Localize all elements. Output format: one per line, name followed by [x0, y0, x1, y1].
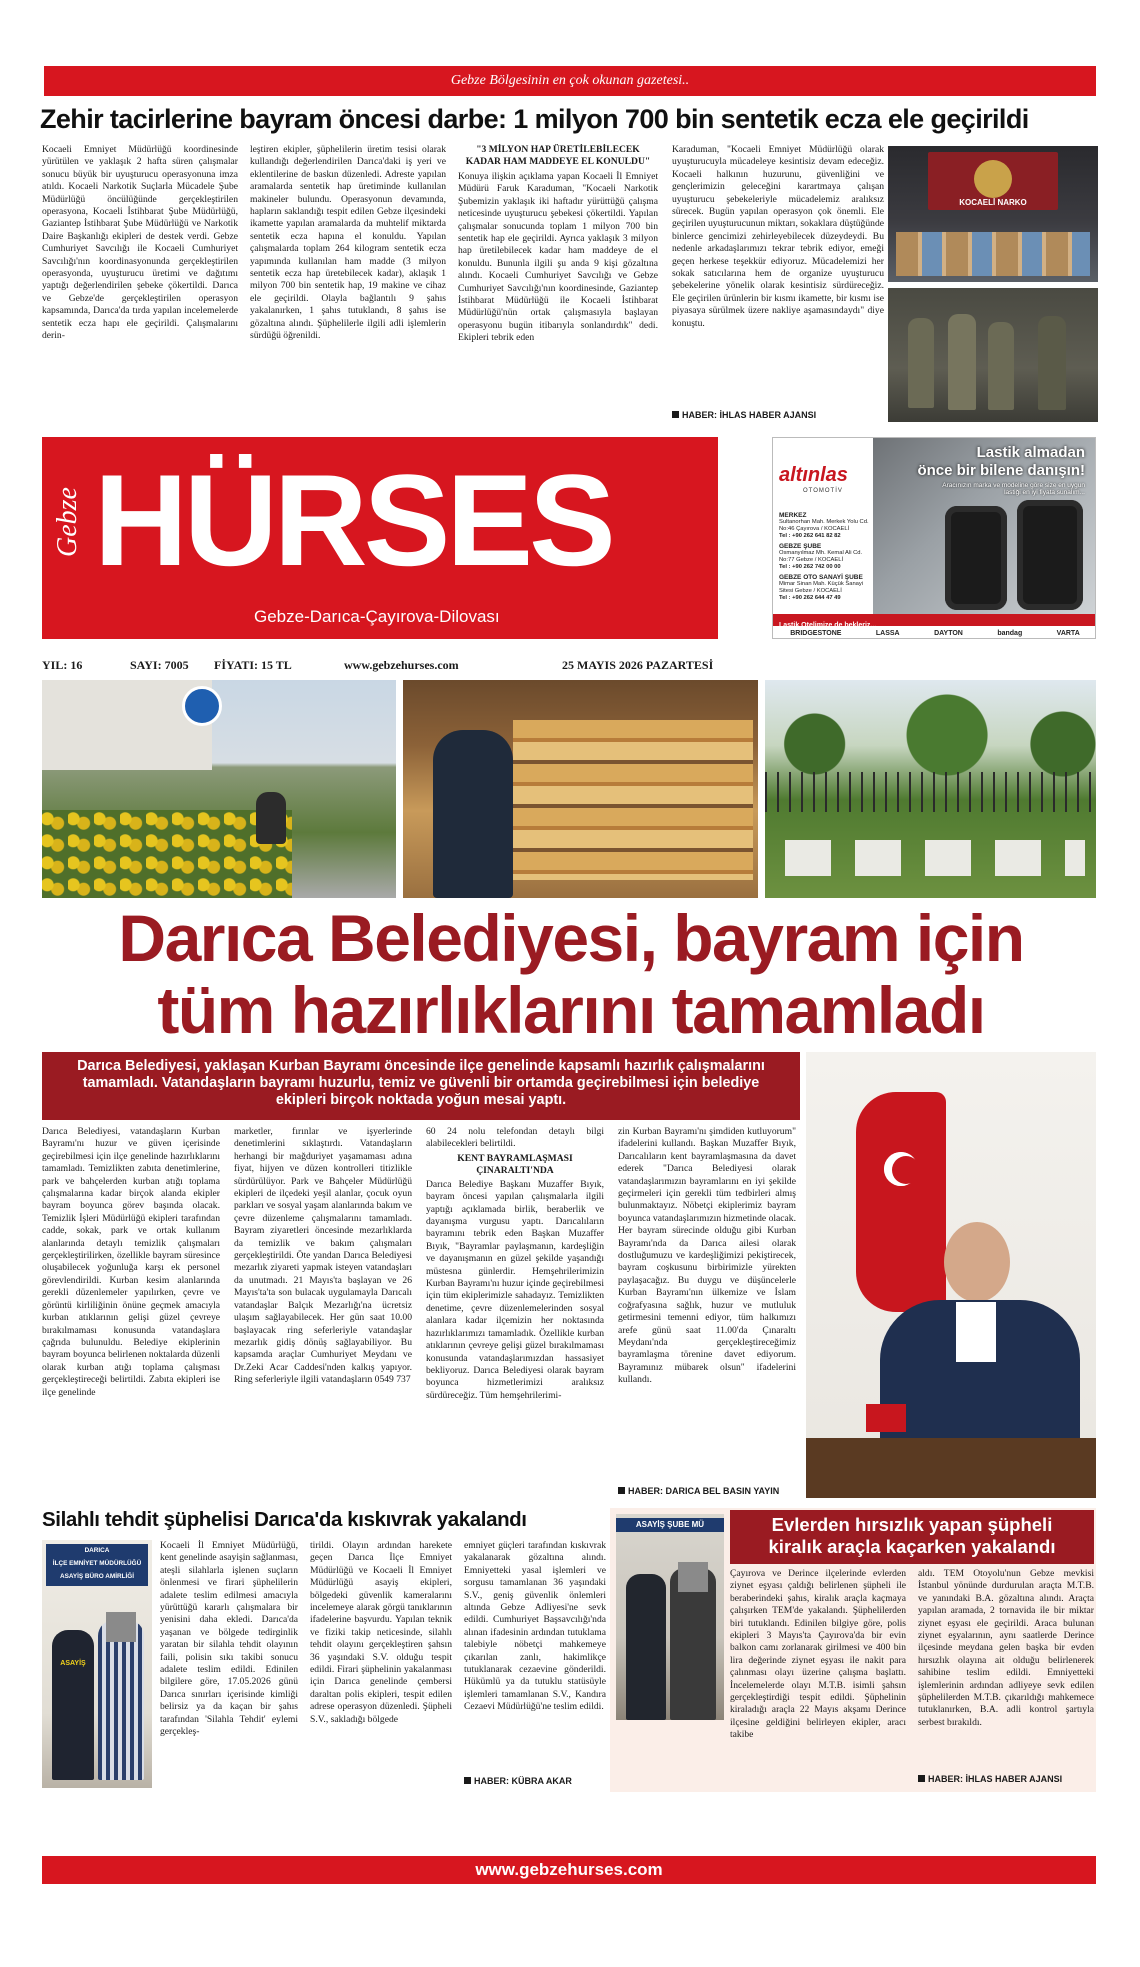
main-lede: Darıca Belediyesi, yaklaşan Kurban Bayramı öncesinde ilçe genelinde kapsamlı hazırlık çalışmalarını tamamladı. Vatandaşların bayramı huzurlu, temiz ve güvenli bir ortamda geçirebilmesi için belediye ekipleri birçok noktada yoğun mesai yaptı. [42, 1052, 800, 1120]
story1-photo-bottom [888, 288, 1098, 422]
flower-bed [42, 810, 292, 898]
top-banner [44, 66, 1096, 96]
footer-website[interactable]: www.gebzehurses.com [475, 1860, 663, 1879]
story1-col3-text: Konuya ilişkin açıklama yapan Kocaeli İl Emniyet Müdürü Faruk Karaduman, "Kocaeli Narkotik Şubemizin yaklaşık iki haftadır yürüttüğü çalışma neticesinde uyuşturucu şebekesi çökertildi. Yapılan çalışmalar sonucunda toplam 1 milyon 700 bin sentetik hap ele geçirildi. Ayrıca yaklaşık 3 milyon hap üretilebilecek kadar ham maddeye de el konuldu. Bununla ilgili şu anda 9 kişi gözaltına alındı. Kocaeli Cumhuriyet Savcılığı ve Gebze Cumhuriyet Savcılığı'nın koordinesinde, Gaziantep İstihbarat Müdürlüğü ile Kocaeli İstihbarat Müdürlüğü'nün ortak çalışmasıyla başlayan operasyonu bugün itibarıyla sonlandırdık" dedi. Ekipleri tebrik eden [458, 171, 658, 344]
masthead-subtitle: Gebze-Darıca-Çayırova-Dilovası [254, 607, 500, 626]
story1-col4-text: Karaduman, "Kocaeli Emniyet Müdürlüğü olarak uyuşturucuyla mücadeleye kesintisiz devam edeceğiz. Kocaeli halkının huzurunu, güvenliğini ve gençlerimizin geleceğini karartmaya çalışan uyuşturucu şebekeleriyle mücadelemiz aralıksız sürecek. Bugün yapılan operasyon çok önemli. Ele geçirilen uyuşturucunun miktarı, sokaklara düştüğünde binlerce gencimizi zehirleyebilecek düzeydeydi. Bu nedenle arkadaşlarımızı tekrar tebrik ediyor, emeği geçen herkese teşekkür ediyoruz. Mücadelemizi her sokak satıcılarına hem de organize uyuşturucu şebekelerine yönelik olarak kesintisiz sürdüreceğiz. Ele geçirilen ürünlerin bir kısmı ikamette, bir kısmı ise piyasaya sürülmek üzere nakliye aşamasındaydı" diye konuştu. [672, 144, 884, 329]
ad-brand-logo: LASSA [875, 629, 900, 637]
seized-packages [896, 232, 1090, 276]
issue-price: FİYATI: 15 TL [214, 658, 292, 672]
tagline: Gebze Bölgesinin en çok okunan gazetesi.. [450, 73, 690, 88]
tire-1 [945, 506, 1007, 610]
story2-col3 [464, 1540, 606, 1792]
story1-credit: HABER: İHLAS HABER AJANSI [672, 410, 884, 420]
main-photo-3 [765, 680, 1096, 898]
main-credit: HABER: DARICA BEL BASIN YAYIN [618, 1486, 796, 1496]
ad-brand-logo: bandag [997, 629, 1023, 637]
main-col3 [426, 1126, 604, 1500]
main-col1: Darıca Belediyesi, vatandaşların Kurban Bayramı'nı huzur ve güven içerisinde geçirebilmesi için ilçe genelinde hazırlıklarını tamamladı. Temizlikten zabıta denetimlerine, park ve bahçelerden kurban atığı toplama çalışmalarına kadar birçok alanda ekipler bayram boyunca görev başında olacak. Temizlik İşleri Müdürlüğü ekipleri tarafından cadde, sokak, park ve ortak kullanım alanlarında detaylı temizlik çalışmaları gerçekleştirilirken, özellikle bayram süresince oluşabilecek yoğunluğa karşı ek personel görevlendirildi. Kurban kesim alanlarında gerekli düzenlemeler yapılırken, çevre ve görüntü kirliliğinin önüne geçmek amacıyla kurban atıklarının gelişi güzel çevreye bırakılmaması konusunda vatandaşlara çağrıda bulunuldu. Belediye ekiplerinin bayram boyunca belirlenen noktalarda düzenli olarak kurban atığı toplama çalışması gerçekleştireceği belirtildi. Zabıta ekipleri ise ilçe genelinde [42, 1126, 220, 1398]
ad-slogan: Aracınızın marka ve modeline göre size en uygun lastiği en iyi fiyata sunalım... [942, 482, 1085, 496]
flag [856, 1092, 946, 1312]
main-col2: marketler, fırınlar ve işyerlerinde denetimlerini sıklaştırdı. Vatandaşların herhangi bir mağduriyet yaşamaması adına fiyat, hijyen ve düzen kontrolleri titizlikle sürdürülüyor. Park ve Bahçeler Müdürlüğü ekipleri de ilçedeki yeşil alanlar, çocuk oyun parkları ve sosyal yaşam alanlarında bakım ve çevre düzenleme çalışmalarını tamamladı. Bayram ziyaretleri öncesinde mezarlıklarda da temizlik ve bakım çalışmaları gerçekleştirildi. Öte yandan Darıca Belediyesi mezarlık ziyareti yapmak isteyen vatandaşları da unutmadı. 21 Mayıs'ta başlayan ve 26 Mayıs'ta'ta son bulacak uygulamayla Darıcalı vatandaşlar Balçık Mezarlığı'na ücretsiz ulaşım sağlayabilecek. Her gün saat 10.00 başlayacak ring seferleriyle vatandaşlar mezarlık gidiş dönüş sağlayabiliyor. Bu kapsamda araçlar Cumhuriyet Meydanı ve Dr.Zeki Acar Caddesi'nden kalkış yapıyor. Ring seferleriyle ilgili vatandaşların 0549 737 [234, 1126, 412, 1386]
masthead-gebze: Gebze [52, 487, 83, 557]
officer-3 [988, 322, 1014, 410]
ad-oto-title: GEBZE OTO SANAYİ ŞUBE [779, 574, 863, 581]
ad-brand-sub: OTOMOTİV [803, 488, 843, 494]
issue-date: 25 MAYIS 2026 PAZARTESİ [562, 658, 714, 672]
masthead-name: HÜRSES [94, 447, 612, 593]
main-col3-subhead: KENT BAYRAMLAŞMASI ÇINARALTI'NDA [457, 1152, 573, 1176]
story3-headline-box [730, 1510, 1094, 1564]
story3-photo [616, 1514, 724, 1720]
desk [806, 1438, 1096, 1498]
ad-bottom-bar [773, 614, 1096, 629]
ad-brands [773, 626, 1096, 639]
story3-headline-line1: Evlerden hırsızlık yapan şüpheli [771, 1514, 1053, 1535]
story1-col4 [672, 144, 884, 427]
trees [765, 690, 1096, 780]
advertisement[interactable] [772, 437, 1096, 639]
issue-info [42, 658, 1102, 674]
narko-logo [974, 160, 1012, 198]
ad-merkez-addr: Sultanorhan Mah. Merkek Yolu Cd. No:46 Çayırova / KOCAELİ [779, 519, 869, 532]
issue-year: YIL: 16 [42, 658, 83, 672]
story2-credit: HABER: KÜBRA AKAR [464, 1776, 606, 1786]
officer-2 [948, 314, 976, 410]
gravestones [785, 840, 1085, 876]
worker-figure [256, 792, 286, 844]
bakery-shelves [513, 720, 753, 880]
story3-col1: Çayırova ve Derince ilçelerinde evlerden ziynet eşyası çaldığı belirlenen şüpheli ile beraberindeki şahıs, kiralık araçla kaçmaya çalışırken TEM'de yakalandı. Şüphelilerden biri tutuklandı. Edinilen bilgiye göre, polis ekipleri 3 Mayıs'ta Çayırova'da bir evin balkon camı zorlanarak girilmesi ve 400 bin lira değerinde ziynet eşyası ile nakit para çalınması olayı üzerine çalışma başlattı. İncelemelerde olayı M.T.B. isimli şahsın gerçekleştirdiği tespit edildi. Şüphelinin kiraladığı araçla 22 Mayıs akşamı Derince ilçesine geldiğini belirleyen ekipler, aracı takibe [730, 1568, 906, 1741]
road-sign-icon [182, 686, 222, 726]
sign-line1: DARICA [84, 1547, 110, 1554]
footer-bar [42, 1856, 1096, 1884]
issue-website[interactable]: www.gebzehurses.com [344, 658, 459, 672]
main-col4 [618, 1126, 796, 1500]
mayor-photo [806, 1052, 1096, 1498]
story3-sign: ASAYİŞ ŞUBE MÜ [616, 1518, 724, 1532]
sign-line2: İLÇE EMNİYET MÜDÜRLÜĞÜ [52, 1560, 142, 1567]
story1-subhead: "3 MİLYON HAP ÜRETİLEBİLECEK KADAR HAM MADDEYE EL KONULDU" [465, 144, 651, 167]
story3-suspect-blur [678, 1562, 708, 1592]
ad-merkez-title: MERKEZ [779, 512, 807, 519]
suspect-figure [98, 1620, 144, 1780]
ad-headline-1: Lastik almadan [976, 444, 1085, 461]
ad-bottom-text: Lastik Otelimize de bekleriz... [779, 622, 877, 629]
flag-crescent-cut [892, 1156, 920, 1184]
ad-sube-tel: Tel : +90 262 742 00 00 [779, 564, 841, 570]
story3-credit: HABER: İHLAS HABER AJANSI [918, 1774, 1094, 1784]
story1-photo-top [888, 146, 1098, 282]
officer-4 [1038, 316, 1066, 410]
main-col3-top: 60 24 nolu telefondan detaylı bilgi alabilecekleri belirtildi. [426, 1126, 604, 1150]
main-col4-text: zin Kurban Bayramı'nı şimdiden kutluyorum" ifadelerini kullandı. Başkan Muzaffer Bıyık, Darıcalıların kent bayramlaşmasına da davet ederek "Darıca Belediyesi olarak vatandaşlarımızın bayramlarını en iyi şekilde geçirmeleri için gerekli tüm tedbirleri almış bulunmaktayız. Nöbetçi ekiplerimiz bayram boyunca vatandaşlarımızın hizmetinde olacak. Her bayram sürecinde olduğu gibi Kurban Bayramı'nda da Darıca ailesi olarak dostluğumuzu ve kardeşliğimizi pekiştirecek, bayram coşkusunu birbirimizle yürekten paylaşacağız. Bu duygu ve düşüncelerle Kurban Bayramı'nın ülkemize ve İslam coğrafyasına sağlık, huzur ve mutluluk getirmesini temenni ediyor, tüm halkımızı arefe günü saat 11.00'da Çınaraltı Meydanı'nda gerçekleştireceğimiz bayramlaşma törenine davet ediyorum. Bayramınız mübarek olsun" ifadelerini kullandı. [618, 1126, 796, 1386]
ad-brand-logo: BRIDGESTONE [790, 629, 842, 637]
main-photo-2 [403, 680, 758, 898]
narko-banner-text: KOCAELİ NARKO [959, 198, 1027, 207]
story2-photo [42, 1540, 152, 1788]
story1-col2: leştiren ekipler, şüphelilerin üretim tesisi olarak kullandığı değerlendirilen Darıca'daki iş yeri ve eklentilerine de baskın düzenledi. Adreste yapılan aramalarda sentetik hap üretiminde kullanılan makineler bulundu. Operasyonun devamında, hapların saklandığı tespit edilen Gebze ilçesindeki ikamette yapılan aramalarda da muhtelif miktarda sentetik ecza hapına el konuldu. Yapılan çalışmalarda toplam 264 kilogram sentetik ecza yapımında kullanılan ham madde (3 milyon sentetik ecza hap üretebilecek kadar), aklaşık 1 milyon 700 bin sentetik hap, 19 makine ve cihaz ele geçirildi. Olayla bağlantılı 9 şahıs yakalanırken, 1 şahıs tutuklandı, 8 şahıs ise gözaltına alındı. Şüphelilerle ilgili adli işlemlerin sürdüğü öğrenildi. [250, 144, 446, 342]
inspector-figure [433, 730, 513, 898]
ad-addresses [779, 512, 871, 602]
story2-col2: tirildi. Olayın ardından harekete geçen Darıca İlçe Emniyet Müdürlüğü ve Kocaeli İl Emniyet Müdürlüğü asayiş ekipleri, bölgedeki güvenlik kameralarını incelemeye alarak görgü tanıklarının ifadelerine başvurdu. Yapılan teknik ve fiziki takip neticesinde, silahlı tehdit olayını gerçekleştiren şahsın 36 yaşındaki S.V. olduğu tespit edildi. Firari şüphelinin yakalanması için Darıca genelinde çembersi daraltan polis ekipleri, tespit edilen adrese operasyon düzenledi. Şüpheli S.V., sakladığı bölgede [310, 1540, 452, 1725]
headline-1: Zehir tacirlerine bayram öncesi darbe: 1 milyon 700 bin sentetik ecza ele geçirildi [40, 104, 1029, 134]
fence [765, 772, 1096, 812]
ad-merkez-tel: Tel : +90 262 641 82 82 [779, 533, 841, 539]
officer-vest-label: ASAYİŞ [60, 1660, 86, 1667]
story3-headline-line2: kiralık araçla kaçarken yakalandı [768, 1536, 1056, 1557]
ad-oto-tel: Tel : +90 262 644 47 49 [779, 595, 841, 601]
ad-oto-addr: Mimar Sinan Mah. Küçük Sanayi Sitesi Gebze / KOCAELİ [779, 581, 864, 594]
ad-brand-logo: VARTA [1056, 629, 1080, 637]
mayor-head [944, 1222, 1010, 1302]
story1-col1: Kocaeli Emniyet Müdürlüğü koordinesinde yürütülen ve yaklaşık 2 hafta süren çalışmalar sonucu büyük bir uyuşturucu operasyonuna imza atıldı. Kocaeli Narkotik Suçlarla Mücadele Şube Müdürlüğü öncülüğünde gerçekleştirilen operasyona, Kocaeli İstihbarat Şube Müdürlüğü, Gaziantep İstihbarat Şube Müdürlüğü ve Narkotik Daire Başkanlığı ekipleri de destek verdi. Gebze Cumhuriyet Savcılığı ile Kocaeli Cumhuriyet Savcılığı'nın koordinasyonunda gerçekleştirilen operasyonda, uyuşturucu üretimi ve dağıtımı yaptığı değerlendirilen şebeke çökertildi. Darıca ve Gebze'de gerçekleştirilen operasyon kapsamında, Darıca'da tırda yapılan incelemelerde sentetik ecza hapı ele geçirildi. Çalışmalarını derin- [42, 144, 238, 342]
ad-brand: altınlas [779, 464, 848, 486]
masthead [42, 437, 718, 639]
ad-sube-title: GEBZE ŞUBE [779, 543, 822, 550]
main-photo-1 [42, 680, 396, 898]
main-col3-text: Darıca Belediye Başkanı Muzaffer Bıyık, bayram öncesi yapılan çalışmalarla ilgili yaptığı açıklamada birlik, beraberlik ve dayanışma vurgusu yaptı. Darıcalıların bayramını tebrik eden Başkan Muzaffer Bıyık, "Bayramlar paylaşmanın, kardeşliğin ve dayanışmanın en güzel şekilde yaşandığı müstesna günlerdir. Hemşehrilerimizin Kurban Bayramı'nı huzur içinde geçirebilmesi için tüm ekiplerimizle sahadayız. Temizlikten denetime, çevre düzenlemelerinden sosyal alanlara kadar ilçemizin her noktasında hazırlıklarımızı tamamladık. Özellikle kurban atıklarının çevreye gelişi güzel bırakılmaması konusunda vatandaşlarımızdan hassasiyet bekliyoruz. Darıca Belediyesi olarak bayram boyunca hizmetlerimizi aralıksız sürdüreceğiz. Tüm hemşehrilerimi- [426, 1178, 604, 1401]
story2-col1: Kocaeli İl Emniyet Müdürlüğü, kent genelinde asayişin sağlanması, ateşli silahlarla işlenen suçların önlenmesi ve firari şüphelilerin adalete teslim edilmesi amacıyla yürüttüğü kararlı çalışmalara bir yenisini daha ekledi. Darıca'da yaşanan ve bölgede tedirginlik yaratan bir silahla tehdit olayının faili, polisin sıkı takibi sonucu adalete teslim edildi. Edinilen bilgilere göre, 17.05.2026 günü Darıca sınırları içerisinde kimliği belirsiz ya da kaçan bir şahıs tarafından 'Silahla Tehdit' eylemi gerçekleş- [160, 1540, 298, 1738]
story3-officer [626, 1574, 666, 1720]
ad-brand-logo: DAYTON [934, 629, 963, 637]
mayor-shirt [956, 1302, 996, 1362]
station-sign [46, 1544, 148, 1586]
ad-headline-2: önce bir bilene danışın! [917, 462, 1085, 479]
main-headline-line2: tüm hazırlıklarını tamamladı [157, 973, 985, 1047]
tire-2 [1017, 500, 1083, 610]
officer-1 [908, 318, 934, 408]
story3-col2-text: aldı. TEM Otoyolu'nun Gebze mevkisi İstanbul yönünde durdurulan araçta M.T.B. ve yanındaki B.A. gözaltına alındı. Araçta yapılan aramada, 2 tornavida ile bir miktar ziynet eşyası ele geçirildi. Araca bulunan ziynet eşyalarının, aynı saatlerde Derince ilçesinde meydana gelen başka bir evden hırsızlık olayına ait olduğu belirlenerek sahibine teslim edildi. Emniyetteki işlemlerinin ardından adliyeye sevk edilen şüphelilerden M.T.B. çıkarıldığı mahkemece tutuklanırken, B.A. adli kontrol şartıyla serbest bırakıldı. [918, 1568, 1094, 1728]
issue-number: SAYI: 7005 [130, 658, 189, 672]
sign-line3: ASAYİŞ BÜRO AMİRLİĞİ [59, 1573, 135, 1580]
officer-figure [52, 1630, 94, 1780]
ad-sube-addr: Osmanyılmaz Mh. Kemal Ali Cd. No:77 Gebze / KOCAELİ [779, 550, 863, 563]
suspect-blur [106, 1612, 136, 1642]
story2-col3-text: emniyet güçleri tarafından kıskıvrak yakalanarak gözaltına alındı. Emniyetteki yasal işlemleri ve sorgusu tamamlanan 36 yaşındaki S.V., geniş güvenlik önlemleri altında Gebze Adliyesi'ne sevk edildi. Cumhuriyet Başsavcılığı'nda alınan ifadesinin ardından tutuklama talebiyle nöbetçi mahkemeye çıkarılan zanlı, hakimlikçe tutuklanarak cezaevine gönderildi. Hükümlü ya da tutuklu statüsüyle işlemleri tamamlanan S.V., Kandıra Cezaevi Müdürlüğü'ne teslim edildi. [464, 1540, 606, 1713]
main-headline-line1: Darıca Belediyesi, bayram için [118, 901, 1024, 975]
story1-col3 [458, 144, 658, 427]
desk-flag [866, 1404, 906, 1432]
story3-col2 [918, 1568, 1094, 1790]
story2-headline: Silahlı tehdit şüphelisi Darıca'da kıskıvrak yakalandı [42, 1508, 527, 1531]
